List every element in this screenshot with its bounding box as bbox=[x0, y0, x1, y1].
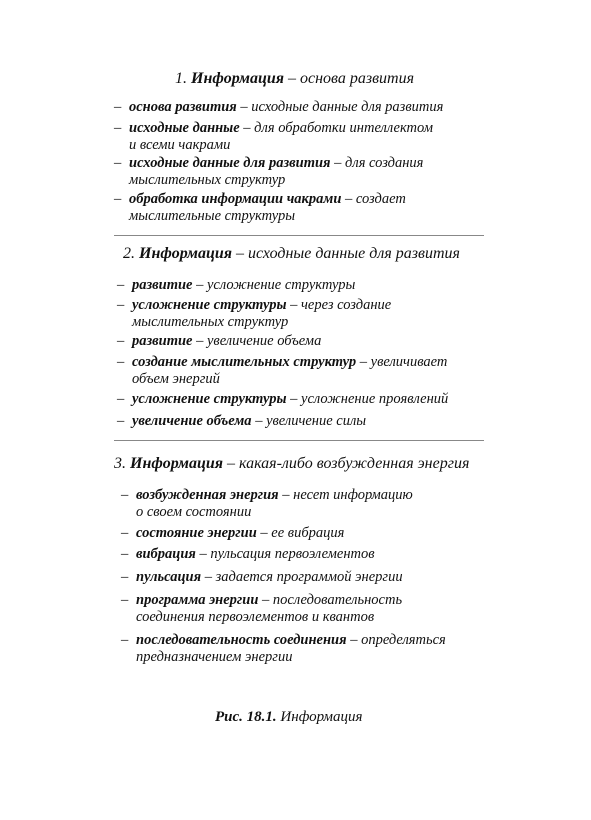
item-term: исходные данные для развития bbox=[129, 155, 331, 171]
dash: – bbox=[117, 277, 125, 293]
dash: – bbox=[121, 592, 129, 608]
item-body bbox=[132, 354, 447, 387]
item-term: вибрация bbox=[136, 546, 196, 562]
item-desc: – исходные данные для развития bbox=[240, 99, 444, 115]
item-desc: – ее вибрация bbox=[260, 525, 345, 541]
item-desc: – усложнение структуры bbox=[196, 277, 356, 293]
section-1-heading bbox=[175, 70, 414, 88]
item-term: программа энергии bbox=[136, 592, 259, 608]
section-definition: – исходные данные для развития bbox=[235, 245, 460, 262]
item-body bbox=[132, 333, 321, 350]
item-body bbox=[136, 632, 446, 665]
item-term: основа развития bbox=[129, 99, 237, 115]
item-term: увеличение объема bbox=[132, 413, 252, 429]
item-desc: – через создание bbox=[290, 297, 392, 313]
section-term: Информация bbox=[191, 70, 284, 87]
item-term: пульсация bbox=[136, 569, 202, 585]
item-body bbox=[129, 120, 433, 153]
item-term: усложнение структуры bbox=[132, 297, 287, 313]
item-desc: – последовательность bbox=[262, 592, 403, 608]
item-body bbox=[132, 391, 448, 408]
dash: – bbox=[114, 191, 122, 207]
item-continuation: и всеми чакрами bbox=[129, 136, 231, 153]
section-2-heading bbox=[123, 245, 460, 263]
section-divider bbox=[114, 235, 484, 236]
section-term: Информация bbox=[130, 455, 223, 472]
section-term: Информация bbox=[139, 245, 232, 262]
dash: – bbox=[121, 569, 129, 585]
item-desc: – задается программой энергии bbox=[204, 569, 403, 585]
item-term: возбужденная энергия bbox=[136, 487, 279, 503]
section-number: 1. bbox=[175, 70, 187, 87]
item-term: состояние энергии bbox=[136, 525, 257, 541]
dash: – bbox=[121, 525, 129, 541]
item-desc: – несет информацию bbox=[282, 487, 413, 503]
item-continuation: мыслительные структуры bbox=[129, 207, 296, 224]
item-body bbox=[132, 413, 366, 430]
section-number: 3. bbox=[114, 455, 126, 472]
dash: – bbox=[121, 546, 129, 562]
dash: – bbox=[114, 99, 122, 115]
item-body bbox=[129, 191, 406, 224]
item-body bbox=[136, 592, 402, 625]
item-body bbox=[136, 525, 344, 542]
item-term: исходные данные bbox=[129, 120, 240, 136]
item-body bbox=[132, 277, 355, 294]
item-term: обработка информации чакрами bbox=[129, 191, 342, 207]
item-body bbox=[136, 546, 375, 563]
dash: – bbox=[117, 354, 125, 370]
item-body bbox=[132, 297, 391, 330]
item-term: создание мыслительных структур bbox=[132, 354, 357, 370]
item-continuation: мыслительных структур bbox=[132, 313, 289, 330]
item-body bbox=[136, 487, 413, 520]
item-desc: – для создания bbox=[334, 155, 424, 171]
item-desc: – пульсация первоэлементов bbox=[199, 546, 375, 562]
item-desc: – увеличение силы bbox=[255, 413, 367, 429]
item-desc: – увеличение объема bbox=[196, 333, 322, 349]
dash: – bbox=[117, 413, 125, 429]
item-continuation: мыслительных структур bbox=[129, 171, 286, 188]
section-definition: – какая-либо возбужденная энергия bbox=[226, 455, 470, 472]
item-desc: – определяться bbox=[350, 632, 446, 648]
item-body bbox=[136, 569, 403, 586]
figure-caption bbox=[215, 709, 362, 726]
dash: – bbox=[121, 487, 129, 503]
item-desc: – увеличивает bbox=[359, 354, 448, 370]
caption-text: Информация bbox=[280, 709, 363, 725]
item-desc: – для обработки интеллектом bbox=[243, 120, 433, 136]
dash: – bbox=[117, 297, 125, 313]
section-definition: – основа развития bbox=[287, 70, 415, 87]
item-body bbox=[129, 99, 443, 116]
item-continuation: соединения первоэлементов и квантов bbox=[136, 608, 375, 625]
item-term: последовательность соединения bbox=[136, 632, 347, 648]
item-continuation: о своем состоянии bbox=[136, 503, 252, 520]
dash: – bbox=[117, 391, 125, 407]
caption-label: Рис. 18.1. bbox=[215, 709, 277, 725]
dash: – bbox=[114, 155, 122, 171]
dash: – bbox=[114, 120, 122, 136]
section-divider bbox=[114, 440, 484, 441]
item-term: развитие bbox=[132, 333, 193, 349]
item-desc: – усложнение проявлений bbox=[290, 391, 449, 407]
item-continuation: объем энергий bbox=[132, 370, 220, 387]
item-term: развитие bbox=[132, 277, 193, 293]
section-3-heading bbox=[114, 455, 469, 473]
section-number: 2. bbox=[123, 245, 135, 262]
item-continuation: предназначением энергии bbox=[136, 648, 293, 665]
dash: – bbox=[117, 333, 125, 349]
item-body bbox=[129, 155, 423, 188]
item-desc: – создает bbox=[345, 191, 406, 207]
item-term: усложнение структуры bbox=[132, 391, 287, 407]
dash: – bbox=[121, 632, 129, 648]
